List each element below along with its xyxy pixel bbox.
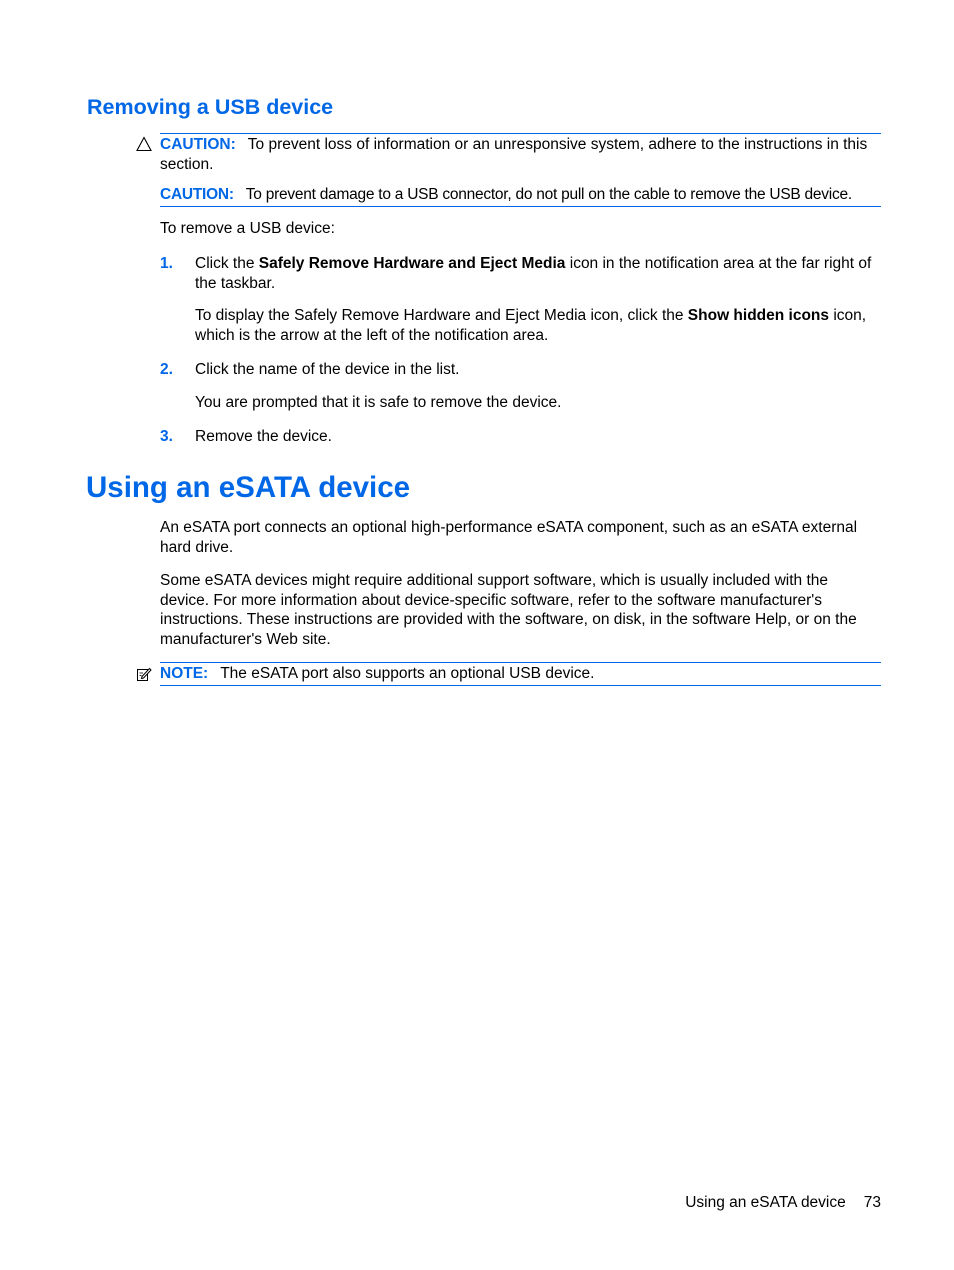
step-text-part: Click the	[195, 255, 259, 272]
step-text: Click the name of the device in the list.	[195, 361, 460, 378]
step-number: 2.	[160, 361, 173, 378]
caution-notice	[160, 133, 881, 177]
section-heading-esata: Using an eSATA device	[86, 471, 411, 504]
step-subtext-part: icon, which is the arrow at the left of the notification area.	[195, 307, 867, 344]
step-text	[195, 254, 881, 293]
section-heading-removing-usb: Removing a USB device	[87, 95, 334, 119]
note-pencil-icon	[136, 666, 152, 682]
paragraph: Some eSATA devices might require additional support software, which is usually included with the device. For more information about device-specific software, refer to the software manufacturer's instructions. These instructions are provided with the software, on disk, in the software Help, or on the manufacturer's Web site.	[160, 572, 857, 648]
step-text: Remove the device.	[195, 428, 332, 445]
caution-triangle-icon	[136, 136, 152, 152]
caution-text: To prevent damage to a USB connector, do not pull on the cable to remove the USB device.	[245, 186, 852, 203]
step-number: 1.	[160, 255, 173, 272]
step-text-part: icon in the notification area at the far right of the taskbar.	[195, 255, 872, 292]
step-number: 3.	[160, 428, 173, 445]
paragraph: An eSATA port connects an optional high-performance eSATA component, such as an eSATA external hard drive.	[160, 519, 858, 556]
note-label: NOTE:	[160, 665, 209, 682]
page-number: 73	[863, 1194, 881, 1211]
step-subtext-part: To display the Safely Remove Hardware and Eject Media icon, click the	[195, 307, 688, 324]
step-text-bold: Safely Remove Hardware and Eject Media	[258, 255, 566, 272]
caution-text: To prevent loss of information or an unresponsive system, adhere to the instructions in this section.	[160, 136, 868, 173]
step-subtext	[195, 306, 881, 345]
caution-label: CAUTION:	[160, 136, 236, 153]
note-notice	[160, 662, 881, 686]
caution-label: CAUTION:	[160, 186, 234, 203]
footer-section-title: Using an eSATA device	[685, 1194, 846, 1211]
note-text: The eSATA port also supports an optional USB device.	[220, 665, 595, 682]
caution-notice	[160, 185, 881, 207]
paragraph: To remove a USB device:	[160, 220, 335, 237]
step-subtext: You are prompted that it is safe to remove the device.	[195, 394, 562, 411]
step-subtext-bold: Show hidden icons	[687, 307, 830, 324]
page-footer	[685, 1193, 881, 1213]
